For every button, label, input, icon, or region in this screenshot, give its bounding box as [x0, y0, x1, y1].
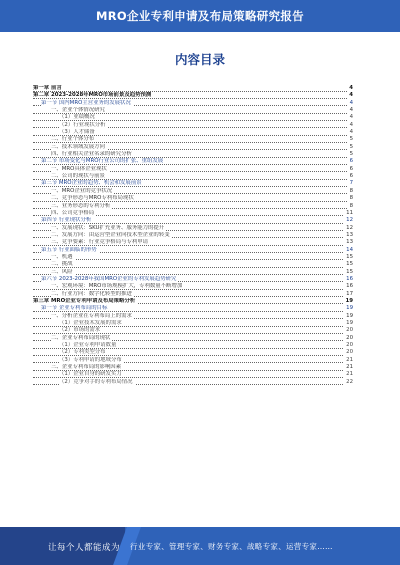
toc-entry-title: 一、企业个体情况研究 [51, 107, 105, 114]
toc-entry-title: 一、MRO具体企业现状 [51, 165, 107, 172]
toc-entry[interactable] [33, 269, 353, 276]
toc-entry[interactable] [33, 173, 353, 180]
toc-entry-title: （2）市场的需求 [59, 327, 101, 334]
toc-entry-page: 20 [346, 334, 353, 341]
toc-entry-title: 一、MRO企业的竞争状况 [51, 187, 113, 194]
report-header [0, 0, 400, 32]
toc-heading: 内容目录 [174, 52, 225, 67]
toc-entry[interactable] [33, 122, 353, 129]
toc-entry[interactable] [33, 180, 353, 187]
toc-entry-title: 三、竞争要素：行业竞争格局与专利申请 [51, 239, 149, 246]
toc-entry-title: 二、挑战 [51, 261, 73, 268]
toc-entry[interactable] [33, 371, 353, 378]
toc-entry-page: 8 [349, 187, 353, 194]
toc-entry-title: 二、公司的现状与前景 [51, 173, 105, 180]
toc-entry-page: 14 [346, 246, 353, 253]
toc-entry-title: 第一节 国内MRO主营业务的发展状况 [41, 99, 131, 106]
toc-entry-title: （2）行业现状分析 [59, 121, 106, 128]
toc-entry-page: 6 [349, 165, 353, 172]
toc-entry-title: （1）业绩概况 [59, 114, 95, 121]
toc-entry-page: 4 [349, 92, 353, 99]
toc-entry-page: 13 [346, 231, 353, 238]
toc-entry-title: 第一章 前言 [33, 85, 62, 91]
toc-entry-title: 一、宏观环境：MRO市场规模扩大，专利数量不断增加 [51, 283, 183, 290]
toc-entry-page: 4 [349, 114, 353, 121]
toc-entry-page: 13 [346, 239, 353, 246]
toc-entry-page: 15 [346, 261, 353, 268]
toc-entry[interactable] [33, 379, 353, 386]
toc-entry-page: 6 [349, 158, 353, 165]
toc-entry-page: 7 [349, 180, 353, 187]
toc-entry-page: 12 [346, 217, 353, 224]
toc-entry-title: 一、机遇 [51, 253, 73, 260]
toc-entry-page: 16 [346, 283, 353, 290]
toc-entry[interactable] [33, 357, 353, 364]
toc-entry-title: （1）企业专利申请数量 [59, 342, 117, 349]
toc-entry-title: 四、公司竞争格局 [51, 209, 95, 216]
toc-entry-title: （3）专利申请的地域分布 [59, 356, 122, 363]
toc-entry[interactable] [33, 92, 353, 99]
toc-entry[interactable] [33, 107, 353, 114]
toc-entry-title: （1）企业自身的研发实力 [59, 371, 122, 378]
toc-entry[interactable] [33, 298, 353, 305]
toc-leader-dots [33, 355, 353, 356]
toc-entry-title: （2）竞争对手的专利布局情况 [59, 378, 133, 385]
toc-entry-page: 17 [346, 290, 353, 297]
toc-entry[interactable] [33, 136, 353, 143]
toc-entry-title: 三、企业专利布局的影响因素 [51, 364, 122, 371]
toc-leader-dots [33, 274, 353, 275]
toc-entry-page: 4 [349, 121, 353, 128]
toc-entry-page: 5 [349, 151, 353, 158]
toc-leader-dots [33, 377, 353, 378]
footer-roles: 行业专家、管理专家、财务专家、战略专家、运营专家…… [130, 542, 333, 551]
toc-entry[interactable] [33, 217, 353, 224]
toc-leader-dots [33, 91, 353, 92]
toc-entry-title: 一、分析企业在专利布局上的需求 [51, 312, 132, 319]
toc-entry-title: 二、行业个体分布 [51, 136, 95, 143]
toc-entry-page: 20 [346, 342, 353, 349]
toc-entry-title: 二、发展方向：由运营型企业向技术型企业的转变 [51, 231, 170, 238]
toc-entry-page: 19 [346, 305, 353, 312]
footer-slogan: 让每个人都能成为 [48, 543, 121, 553]
toc-entry[interactable] [33, 114, 353, 121]
toc-entry[interactable] [33, 203, 353, 210]
toc-entry-title: 第二章 2023-2028年MRO市场前景及趋势预测 [33, 92, 152, 99]
toc-entry-page: 21 [346, 371, 353, 378]
toc-leader-dots [33, 186, 353, 187]
toc-entry-page: 5 [349, 136, 353, 143]
toc-entry-page: 20 [346, 327, 353, 334]
footer-band [0, 527, 400, 565]
toc-entry-page: 15 [346, 253, 353, 260]
toc-entry[interactable] [33, 291, 353, 298]
report-title: MRO企业专利申请及布局策略研究报告 [96, 9, 304, 23]
toc-entry-title: 第六节 2023-2028年我国MRO企业的专利发展趋势研究 [41, 275, 177, 282]
toc-entry-page: 11 [346, 209, 353, 216]
toc-entry[interactable] [33, 100, 353, 107]
toc-entry[interactable] [33, 158, 353, 165]
toc-entry-page: 15 [346, 268, 353, 275]
toc-entry[interactable] [33, 210, 353, 217]
toc-entry-title: （1）企业技术发展的需求 [59, 320, 122, 326]
toc-entry-page: 21 [346, 356, 353, 363]
toc-entry-title: 三、风险 [51, 268, 73, 275]
toc-leader-dots [33, 267, 353, 268]
toc-entry-page: 6 [349, 173, 353, 180]
toc-entry-page: 4 [349, 85, 353, 91]
toc-entry[interactable] [33, 239, 353, 246]
toc-entry-title: 二、企业专利布局的现状 [51, 334, 111, 341]
toc-entry[interactable] [33, 320, 353, 327]
toc-entry-page: 19 [346, 320, 353, 326]
toc-entry-title: 三、业务形态的专利分析 [51, 202, 111, 209]
toc-entry[interactable] [33, 327, 353, 334]
toc-entry[interactable] [33, 276, 353, 283]
table-of-contents [33, 85, 353, 386]
toc-entry-page: 19 [346, 312, 353, 319]
toc-entry-page: 22 [346, 378, 353, 385]
toc-entry-title: 第一节 企业专利布局的目标 [41, 305, 108, 312]
toc-entry-title: 三、技术领域发展方向 [51, 143, 105, 150]
toc-entry-title: 四、行业相关企业名录的研究分析 [51, 151, 132, 158]
toc-entry-page: 4 [349, 99, 353, 106]
toc-leader-dots [33, 164, 353, 165]
toc-entry[interactable] [33, 188, 353, 195]
toc-entry[interactable] [33, 335, 353, 342]
toc-entry[interactable] [33, 129, 353, 136]
toc-entry-page: 16 [346, 275, 353, 282]
toc-leader-dots [33, 142, 353, 143]
toc-entry[interactable] [33, 144, 353, 151]
toc-entry[interactable] [33, 166, 353, 173]
toc-leader-dots [33, 259, 353, 260]
toc-entry-title: 第二节 市场变化与MRO行业公司的扩张、重组发展 [41, 158, 164, 165]
toc-entry[interactable] [33, 225, 353, 232]
toc-entry[interactable] [33, 313, 353, 320]
toc-entry-title: （3）人才储备 [59, 129, 95, 136]
toc-entry-page: 20 [346, 349, 353, 356]
toc-entry-title: （2）专利类型分布 [59, 349, 106, 356]
toc-entry[interactable] [33, 85, 353, 92]
toc-entry-page: 12 [346, 224, 353, 231]
toc-entry-title: 第四节 行业现状分析 [41, 217, 92, 224]
toc-entry[interactable] [33, 254, 353, 261]
toc-entry[interactable] [33, 261, 353, 268]
toc-entry-title: 二、行业方向：数字化转型的推进 [51, 290, 132, 297]
toc-entry-page: 5 [349, 143, 353, 150]
toc-entry-page: 8 [349, 195, 353, 202]
toc-entry-page: 21 [346, 364, 353, 371]
toc-entry[interactable] [33, 364, 353, 371]
toc-entry[interactable] [33, 195, 353, 202]
toc-entry-page: 8 [349, 202, 353, 209]
toc-entry-page: 4 [349, 107, 353, 114]
toc-entry-page: 4 [349, 129, 353, 136]
toc-entry[interactable] [33, 283, 353, 290]
toc-entry[interactable] [33, 305, 353, 312]
toc-entry[interactable] [33, 247, 353, 254]
toc-leader-dots [33, 120, 353, 121]
toc-entry-page: 19 [345, 297, 353, 304]
toc-entry-title: 第五节 行业面临的形势 [41, 246, 97, 253]
toc-entry[interactable] [33, 232, 353, 239]
toc-entry-title: 第三节 MRO企业的趋势、机会和发展前景 [41, 180, 142, 187]
toc-entry[interactable] [33, 349, 353, 356]
toc-entry[interactable] [33, 342, 353, 349]
toc-entry-title: 第三章 MRO企业专利申请及布局策略分析 [33, 297, 136, 304]
toc-entry-title: 二、竞争形态与MRO专利布局现状 [51, 195, 134, 202]
toc-entry[interactable] [33, 151, 353, 158]
toc-entry-title: 一、发展现状：SKU扩充业务、服务能力的提升 [51, 224, 165, 231]
